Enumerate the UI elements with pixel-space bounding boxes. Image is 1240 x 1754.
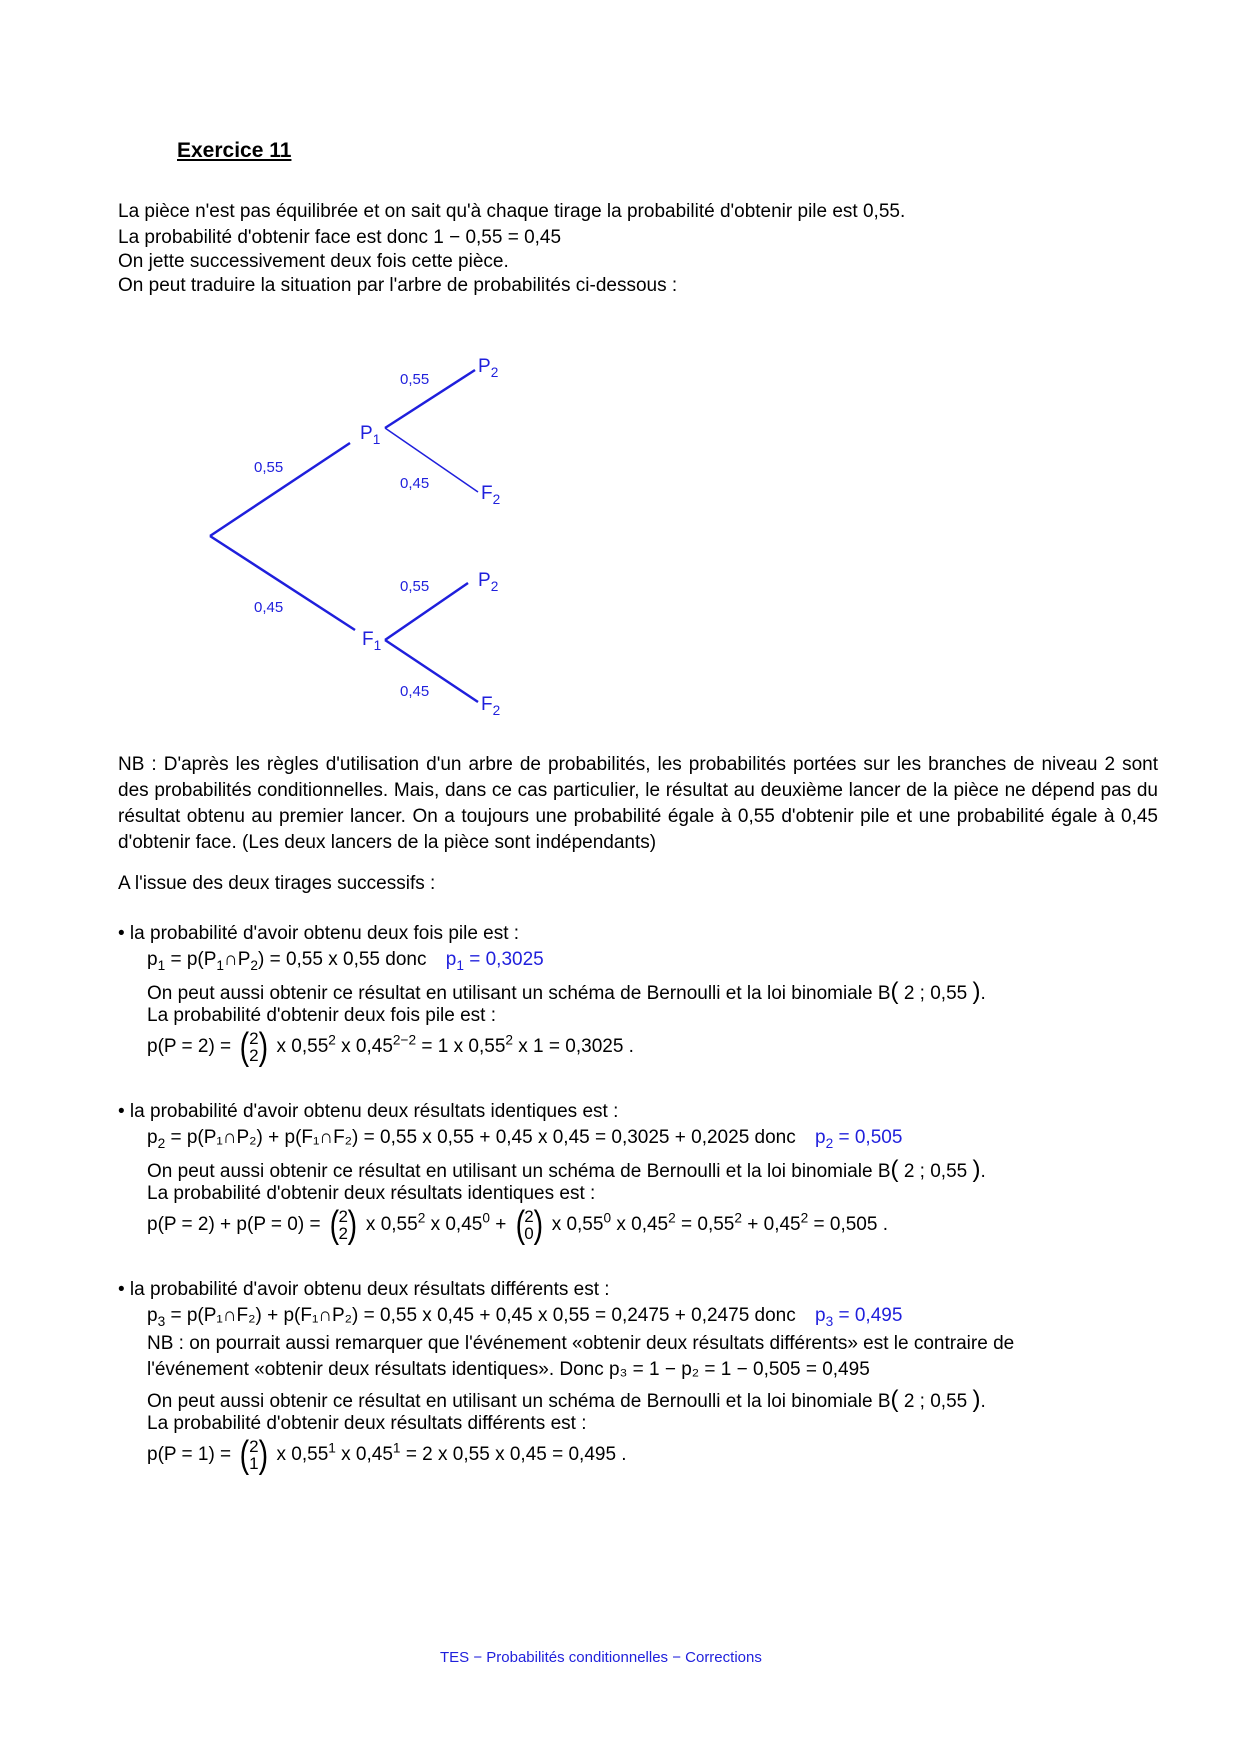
branch-label-p1-top: 0,55 [400,371,430,388]
node-f1-p2: $P_2$ [478,570,499,594]
s1-prob-line: La probabilité d'obtenir deux fois pile est : [147,1005,497,1026]
s3-formula: p(P = 1) = ( 2 1 ) x 0,55$^1$ x 0,45$^1$ = 2 x 0,55 x 0,45 = 0,495 . [147,1434,627,1476]
s1-bernoulli: On peut aussi obtenir ce résultat en utilisant un schéma de Bernoulli et la loi binomiale B( 2 ; 0,55 ). [147,978,986,1005]
page-footer: TES − Probabilités conditionnelles − Corrections [440,1649,762,1666]
s1-calc: $p_1$ = $p(P_1\cap P_2) = 0,55$ x 0,55 donc $p_1 = 0,3025$ [147,949,544,973]
s3-nb-line-2: l'événement «obtenir deux résultats identiques». Donc p₃ = 1 − p₂ = 1 − 0,505 = 0,495 [147,1359,870,1380]
s3-bullet: • la probabilité d'avoir obtenu deux résultats différents est : [118,1279,610,1300]
node-p1: $P_1$ [360,423,381,447]
node-f1-f2: $F_2$ [481,694,501,718]
intro-line-1: La pièce n'est pas équilibrée et on sait qu'à chaque tirage la probabilité d'obtenir pile est 0,55. [118,201,906,222]
s1-bullet: • la probabilité d'avoir obtenu deux fois pile est : [118,923,520,944]
s3-prob-line: La probabilité d'obtenir deux résultats différents est : [147,1413,587,1434]
s3-calc: $p_3$ = p(P₁∩F₂) + p(F₁∩P₂) = 0,55 x 0,45 + 0,45 x 0,55 = 0,2475 + 0,2475 donc $p_3 = 0,495$ [147,1305,903,1329]
s3-bernoulli: On peut aussi obtenir ce résultat en utilisant un schéma de Bernoulli et la loi binomiale B( 2 ; 0,55 ). [147,1386,986,1413]
s2-bernoulli: On peut aussi obtenir ce résultat en utilisant un schéma de Bernoulli et la loi binomiale B( 2 ; 0,55 ). [147,1156,986,1183]
node-p1-p2: $P_2$ [478,356,499,380]
branch-p1-f2 [385,428,478,492]
nb-paragraph: NB : D'après les règles d'utilisation d'un arbre de probabilités, les probabilités portées sur les branches de niveau 2 sont des probabilités conditionnelles. Mais, dans ce cas particulier, le résultat au deuxième lancer de la pièce ne dépend pas du résultat obtenu au premier lancer. On a toujours une probabilité égale à 0,55 d'obtenir pile et une probabilité égale à 0,45 d'obtenir face. (Les deux lancers de la pièce sont indépendants) [118,754,1158,854]
branch-root-p1 [210,443,350,536]
branch-label-p1-bottom: 0,45 [400,475,430,492]
s2-formula: p(P = 2) + p(P = 0) = ( 2 2 ) x 0,55$^2$ x 0,45$^0$ + ( 2 0 ) x 0,55$^0$ x $0,45^2 = 0,55^2 + 0,45^2 = 0,505$ . [147,1204,888,1246]
branch-label-first-top: 0,55 [254,459,284,476]
branch-label-f1-top: 0,55 [400,578,430,595]
branch-f1-f2 [385,640,478,702]
s2-bullet: • la probabilité d'avoir obtenu deux résultats identiques est : [118,1101,619,1122]
intro-line-4: On peut traduire la situation par l'arbre de probabilités ci-dessous : [118,275,678,296]
s2-calc: $p_2$ = p(P₁∩P₂) + p(F₁∩F₂) = 0,55 x 0,55 + 0,45 x 0,45 = 0,3025 + 0,2025 donc $p_2 = 0,505$ [147,1127,903,1151]
s3-nb-line-1: NB : on pourrait aussi remarquer que l'événement «obtenir deux résultats différents» est le contraire de [147,1333,1015,1354]
branch-label-f1-bottom: 0,45 [400,683,430,700]
exercise-title: Exercice 11 [177,139,292,162]
branch-label-first-bottom: 0,45 [254,599,284,616]
branch-p1-p2 [385,370,475,428]
binom-2-2: ( 2 2 ) [240,1026,268,1068]
node-f1: $F_1$ [362,629,382,653]
issue-line: A l'issue des deux tirages successifs : [118,873,436,894]
s2-prob-line: La probabilité d'obtenir deux résultats identiques est : [147,1183,596,1204]
intro-line-3: On jette successivement deux fois cette pièce. [118,251,509,272]
intro-line-2: La probabilité d'obtenir face est donc 1 − 0,55 = 0,45 [118,227,562,248]
binom-2-0: ( 2 0 ) [515,1204,543,1246]
binom-2-1: ( 2 1 ) [240,1434,268,1476]
s1-formula: p(P = 2) = ( 2 2 ) x 0,55$^2$ x $0,45^{2-2} = 1$ x 0,55$^2$ x 1 = 0,3025 . [147,1026,634,1068]
node-p1-f2: $F_2$ [481,483,501,507]
binom-2-2: ( 2 2 ) [329,1204,358,1246]
